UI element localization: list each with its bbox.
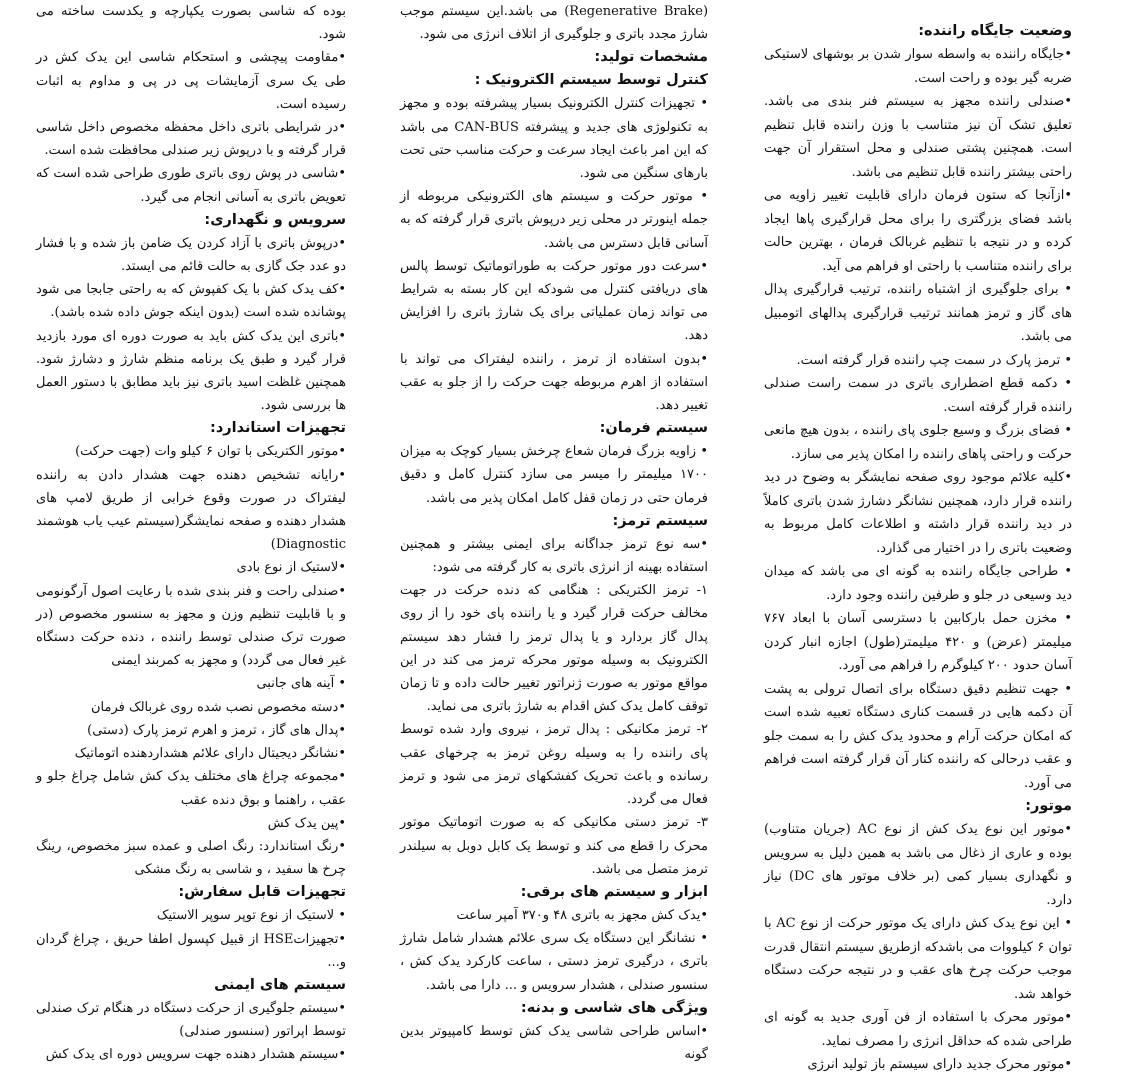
paragraph: •یدک کش مجهز به باتری ۴۸ و۳۷۰ آمپر ساعت [456,907,708,923]
paragraph: •موتور الکتریکی با توان ۶ کیلو وات (جهت حرکت) [75,444,346,460]
paragraph: •سه نوع ترمز جداگانه برای ایمنی بیشتر و همچنین استفاده بهینه از انرژی باتری به کار گرفته می شود: [400,536,708,576]
paragraph: •درپوش باتری با آزاد کردن یک ضامن باز شده و با فشار دو عدد جک گازی به حالت قائم می ایستد. [36,235,346,275]
paragraph: •موتور محرک با استفاده از فن آوری جدید به گونه ای طراحی شده که حداقل انرژی را مصرف نماید. [764,1010,1072,1049]
section-heading: سیستم ترمز: [612,512,708,529]
paragraph: •رنگ استاندارد: رنگ اصلی و عمده سبز مخصوص، رینگ چرخ ها سفید ، و شاسی به رنگ مشکی [36,838,346,878]
paragraph: •تجهیزاتHSE از قبیل کپسول اطفا حریق ، چراغ گردان و... [36,931,346,970]
paragraph: • زاویه بزرگ فرمان شعاع چرخش بسیار کوچک به میزان ۱۷۰۰ میلیمتر را میسر می سازد کنترل کامل و دقیق فرمان حتی در زمان قفل کامل امکان پذیر می باشد. [400,444,708,506]
paragraph: •در شرایطی باتری داخل محفظه مخصوص داخل شاسی قرار گرفته و با درپوش زیر صندلی محافظت شده است. [36,120,346,159]
paragraph: •جایگاه راننده به واسطه سوار شدن بر بوشهای لاستیکی ضربه گیر بوده و راحت است. [764,47,1072,86]
section-heading: سیستم فرمان: [599,420,708,437]
paragraph: •بدون استفاده از ترمز ، راننده لیفتراک می تواند با استفاده از اهرم مربوطه جهت حرکت را از جلو به عقب تغییر دهد. [400,351,708,414]
paragraph: • آینه های جانبی [256,676,346,692]
paragraph: •موتور این نوع یدک کش از نوع AC (جریان متناوب) بوده و عاری از ذغال می باشد به همین دلیل به سرویس و نگهداری بسیار کمی (بر خلاف موتور های DC) نیاز دارد. [764,822,1072,908]
paragraph: •صندلی راننده مجهز به سیستم فنر بندی می باشد. تعلیق تشک آن نیز متناسب با وزن راننده قابل تنظیم است. همچنین پشتی صندلی و محل استقرار آن جهت راحتی بیشتر راننده قابل تنظیم می باشد. [764,94,1072,180]
paragraph: ۲- ترمز مکانیکی : پدال ترمز ، نیروی وارد شده توسط پای راننده را به وسیله روغن ترمز به چرخهای عقب رسانده و باعث تحریک کفشکهای ترمز می شود و ترمز فعال می گردد. [400,722,708,808]
left-column [36,0,346,1063]
section-heading: تجهیزات استاندارد: [210,420,346,437]
paragraph: •شاسی در پوش روی باتری طوری طراحی شده است که تعویض باتری به آسانی انجام می گیرد. [36,166,346,205]
paragraph: ۱- ترمز الکتریکی : هنگامی که دنده حرکت در جهت مخالف حرکت قرار گیرد و یا راننده پای خود را از روی پدال گاز بردارد و یا پدال ترمز را فشار دهد سیستم الکترونیک به وسیله موتور محرکه ترمز می کند در این مواقع موتور به صورت ژنراتور تغییر حالت داده و تا زمان توقف کامل یدک کش اقدام به شارژ باتری می نماید. [400,583,708,715]
paragraph: • مخزن حمل بارکابین با دسترسی آسان با ابعاد ۷۶۷ میلیمتر (عرض) و ۴۲۰ میلیمتر(طول) اجازه انبار کردن آسان حدود ۲۰۰ کیلوگرم را فراهم می آورد. [764,611,1072,673]
paragraph: •پدال های گاز ، ترمز و اهرم ترمز پارک (دستی) [87,722,346,738]
section-heading: مشخصات تولید: [594,49,708,66]
paragraph: •سیستم هشدار دهنده جهت سرویس دوره ای یدک کش [45,1047,346,1063]
paragraph: •رایانه تشخیص دهنده جهت هشدار دادن به راننده لیفتراک در صورت وقوع خرابی از طریق لامپ های هشدار دهنده و صفحه نمایشگر(سیستم عیب یاب هوشمند Diagnostic) [36,467,346,553]
paragraph: •اساس طراحی شاسی یدک کش توسط کامپیوتر بدین گونه [400,1023,708,1062]
paragraph: •موتور محرک جدید دارای سیستم باز تولید انرژی [807,1057,1072,1072]
paragraph: • لاستیک از نوع توپر سوپر الاستیک [156,908,346,924]
paragraph: • ترمز پارک در سمت چپ راننده قرار گرفته است. [796,352,1072,368]
paragraph: • برای جلوگیری از اشتباه راننده، ترتیب قرارگیری پدال های گاز و ترمز همانند ترتیب قرارگیری پدالهای اتومبیل می باشد. [764,282,1072,344]
paragraph: •کف یدک کش با یک کفپوش که به راحتی جابجا می شود پوشانده شده است (بدون اینکه جوش داده شده باشد). [36,282,346,321]
middle-column [400,0,709,1062]
paragraph: •مقاومت پیچشی و استحکام شاسی این یدک کش در طی یک سری آزمایشات پی در پی و مداوم به اثبات رسیده است. [36,50,346,112]
paragraph: •باتری این یدک کش باید به صورت دوره ای مورد بازدید قرار گیرد و طبق یک برنامه منظم شارژ و دشارژ شود. همچنین غلظت اسید باتری نیز باید مطابق با دستور العمل ها بررسی شود. [36,328,346,414]
paragraph: •سرعت دور موتور حرکت به طوراتوماتیک توسط پالس های دریافتی کنترل می شودکه این کار بسته به شرایط می تواند زمان عملیاتی برای یک شارژ باتری را افزایش دهد. [400,258,708,344]
paragraph: • این نوع یدک کش دارای یک موتور حرکت از نوع AC با توان ۶ کیلووات می باشدکه ازطریق سیستم انتقال قدرت موجب حرکت چرخ های عقب و در نتیجه حرکت دستگاه خواهد شد. [764,916,1073,1002]
section-heading: تجهیزات قابل سفارش: [178,884,346,901]
paragraph: •ازآنجا که ستون فرمان دارای قابلیت تغییر زاویه می باشد فضای بزرگتری را برای محل قرارگیری پاها ایجاد کرده و در نتیجه با تنظیم غربالک فرمان ، بهترین حالت برای راننده متناسب با راحتی او فراهم می آید. [764,188,1072,274]
paragraph: • جهت تنظیم دقیق دستگاه برای اتصال ترولی به پشت آن دکمه هایی در قسمت کناری دستگاه تعبیه شده است که امکان حرکت آرام و محدود یدک کش را به سمت جلو و عقب درحالی که راننده کنار آن قرار گرفته است فراهم می آورد. [764,681,1072,791]
section-heading: وضعیت جایگاه راننده: [918,23,1072,39]
paragraph: • فضای بزرگ و وسیع جلوی پای راننده ، بدون هیچ مانعی حرکت و راحتی پاهای راننده را امکان پذیر می سازد. [764,423,1072,462]
section-heading: سرویس و نگهداری: [204,211,346,228]
paragraph: •لاستیک از نوع بادی [236,560,346,576]
paragraph: بوده که شاسی بصورت یکپارچه و یکدست ساخته می شود. [36,4,346,43]
paragraph: • طراحی جایگاه راننده به گونه ای می باشد که میدان دید وسیعی در جلو و طرفین راننده وجود دارد. [764,564,1072,603]
paragraph: •کلیه علائم موجود روی صفحه نمایشگر به وضوح در دید راننده قرار دارد، همچنین نشانگر دشارژ شدن باتری کاملاً در دید راننده قرار داشته و اطلاعات کامل مربوط به وضعیت باتری را در اختیار می گذارد. [764,470,1072,556]
section-heading: ویژگی های شاسی و بدنه: [520,999,708,1016]
paragraph: •دسته مخصوص نصب شده روی غربالک فرمان [90,699,346,715]
right-column [764,0,1073,1072]
paragraph: •صندلی راحت و فنر بندی شده با رعایت اصول آرگونومی و با قابلیت تنظیم وزن و مجهز به سنسور مخصوص (در صورت ترک صندلی توسط راننده ، دنده حرکت دستگاه غیر فعال می گردد) و مجهز به کمربند ایمنی [36,583,346,669]
paragraph: •مجموعه چراغ های مختلف یدک کش شامل چراغ جلو و عقب ، راهنما و بوق دنده عقب [36,769,346,808]
paragraph: (Regenerative Brake) می باشد.این سیستم موجب شارژ مجدد باتری و جلوگیری از اتلاف انرژی می شود. [400,4,709,43]
section-heading: ابزار و سیستم های برقی: [520,883,708,900]
paragraph: • موتور حرکت و سیستم های الکترونیکی مربوطه از جمله اینورتر در محلی زیر درپوش باتری قرار گرفته که به آسانی قابل دسترس می باشد. [400,189,708,251]
section-heading: کنترل توسط سیستم الکترونیک : [474,72,708,89]
paragraph: •سیستم جلوگیری از حرکت دستگاه در هنگام ترک صندلی توسط اپراتور (سنسور صندلی) [36,1000,346,1040]
section-heading: سیستم های ایمنی [214,976,346,993]
paragraph: •نشانگر دیجیتال دارای علائم هشداردهنده اتوماتیک [74,746,346,762]
paragraph: •پین یدک کش [267,815,346,831]
paragraph: • دکمه قطع اضطراری باتری در سمت راست صندلی راننده قرار گرفته است. [764,376,1072,415]
paragraph: • نشانگر این دستگاه یک سری علائم هشدار شامل شارژ باتری ، درگیری ترمز دستی ، ساعت کارکرد یدک کش ، سنسور صندلی ، هشدار سرویس و ... دارا می باشد. [400,931,708,993]
paragraph: ۳- ترمز دستی مکانیکی که به صورت اتوماتیک موتور محرک را قطع می کند و توسط یک کابل دوبل به سیلندر ترمز متصل می باشد. [400,815,708,877]
section-heading: موتور: [1025,798,1072,814]
paragraph: • تجهیزات کنترل الکترونیک بسیار پیشرفته بوده و مجهز به تکنولوژی های جدید و پیشرفته CAN-BUS می باشد که این امر باعث ایجاد سرعت و حرکت مناسب حتی تحت بارهای سنگین می شود. [400,96,709,182]
